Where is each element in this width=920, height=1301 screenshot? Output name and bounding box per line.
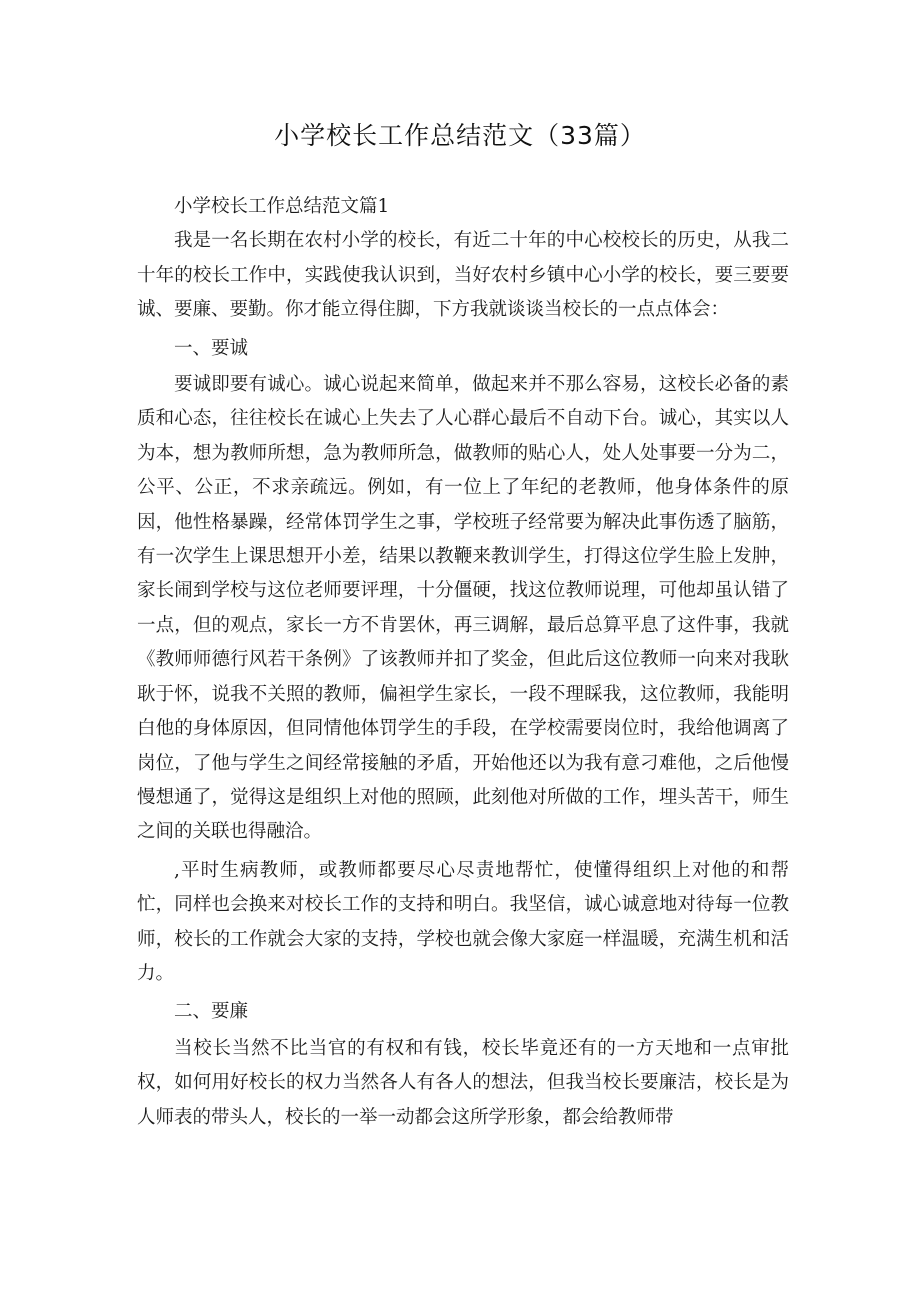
paragraph-integrity-1: 当校长当然不比当官的有权和有钱，校长毕竟还有的一方天地和一点审批权，如何用好校长的权力当然各人有各人的想法，但我当校长要廉洁，校长是为人师表的带头人，校长的一举一动都会这所学形象，都会给教师带: [137, 1037, 789, 1128]
heading-sincerity: 一、要诚: [174, 337, 249, 359]
paragraph-sincerity-2: ,平时生病教师，或教师都要尽心尽责地帮忙，使懂得组织上对他的和帮忙，同样也会换来对校长工作的支持和明白。我坚信，诚心诚意地对待每一位教师，校长的工作就会大家的支持，学校也就会像大家庭一样温暖，充满生机和活力。: [137, 859, 789, 984]
document-title: 小学校长工作总结范文（33篇）: [274, 121, 646, 150]
paragraph-sincerity-1: 要诚即要有诚心。诚心说起来简单，做起来并不那么容易，这校长必备的素质和心态，往往校长在诚心上失去了人心群心最后不自动下台。诚心，其实以人为本，想为教师所想，急为教师所急，做教师的贴心人，处人处事要一分为二，公平、公正，不求亲疏远。例如，有一位上了年纪的老教师，他身体条件的原因，他性格暴躁，经常体罚学生之事，学校班子经常要为解决此事伤透了脑筋，有一次学生上课思想开小差，结果以教鞭来教训学生，打得这位学生脸上发肿，家长闹到学校与这位老师要评理，十分僵硬，找这位教师说理，可他却虽认错了一点，但的观点，家长一方不肯罢休，再三调解，最后总算平息了这件事，我就《教师师德行风若干条例》了该教师并扣了奖金，但此后这位教师一向来对我耿耿于怀，说我不关照的教师，偏袒学生家长，一段不理睬我，这位教师，我能明白他的身体原因，但同情他体罚学生的手段，在学校需要岗位时，我给他调离了岗位，了他与学生之间经常接触的矛盾，开始他还以为我有意刁难他，之后他慢慢想通了，觉得这是组织上对他的照顾，此刻他对所做的工作，埋头苦干，师生之间的关联也得融洽。: [137, 374, 789, 843]
intro-paragraph: 我是一名长期在农村小学的校长，有近二十年的中心校校长的历史，从我二十年的校长工作中，实践使我认识到，当好农村乡镇中心小学的校长，要三要要诚、要廉、要勤。你才能立得住脚，下方我就谈谈当校长的一点点体会：: [137, 230, 789, 321]
section-label: 小学校长工作总结范文篇1: [174, 196, 390, 217]
heading-integrity: 二、要廉: [174, 1001, 249, 1023]
document-body: [137, 190, 789, 1135]
